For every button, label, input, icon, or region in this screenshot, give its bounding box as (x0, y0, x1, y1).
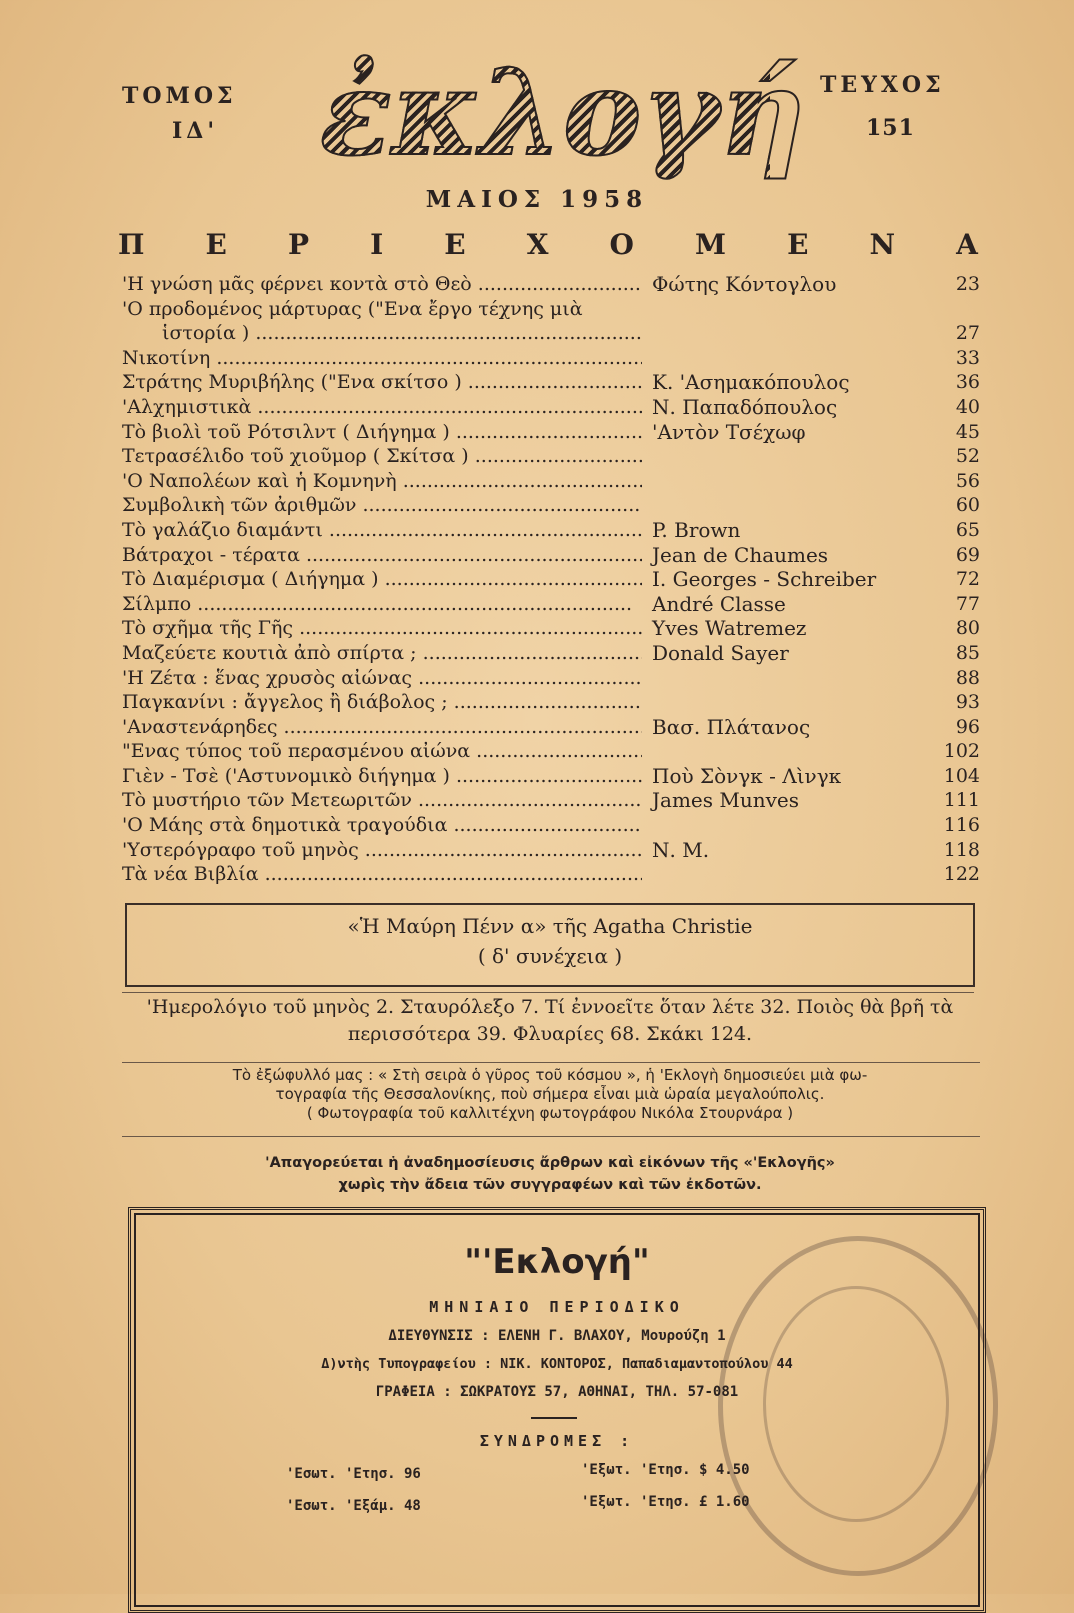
toc-title: Τετρασέλιδο τοῦ χιοῦμορ ( Σκίτσα ) ..... (122, 444, 642, 469)
toc-title: 'Ο προδομένος μάρτυρας ("Ενα ἔργο τέχνης μιὰ (122, 297, 583, 320)
divider (122, 992, 974, 993)
toc-title: Συμβολικὴ τῶν ἀριθμῶν ..... (122, 493, 642, 518)
toc-author: 'Αντὸν Τσέχωφ (652, 419, 806, 444)
toc-author: I. Georges - Schreiber (652, 567, 877, 592)
subscription-domestic-annual: 'Εσωτ. 'Ετησ. 96 (286, 1466, 421, 1482)
toc-title: 'Η Ζέτα : ἕνας χρυσὸς αἰώνας ..... (122, 666, 642, 691)
divider (122, 1062, 980, 1063)
subscription-domestic-half: 'Εσωτ. 'Εξάμ. 48 (286, 1498, 421, 1514)
table-of-contents (122, 272, 982, 887)
contents-letter: Ν (869, 228, 896, 261)
toc-row (122, 518, 982, 543)
toc-author: P. Brown (652, 517, 741, 542)
toc-row (122, 346, 982, 371)
toc-row (122, 444, 982, 469)
divider (531, 1417, 577, 1419)
issue-label: ΤΕΥΧΟΣ (820, 72, 945, 98)
toc-author: Ν. Παπαδόπουλος (652, 394, 838, 419)
issue-date: ΜΑΙΟΣ 1958 (425, 186, 649, 213)
toc-title: Τὸ σχῆμα τῆς Γῆς ..... (122, 616, 642, 641)
toc-row (122, 567, 982, 592)
toc-page: 118 (943, 838, 980, 861)
toc-page: 45 (955, 420, 980, 443)
toc-row (122, 370, 982, 395)
toc-title: Παγκανίνι : ἄγγελος ἢ διάβολος ; ..... (122, 690, 642, 715)
cover-note (120, 1066, 980, 1123)
toc-page: 69 (955, 543, 980, 566)
issue-number: 151 (866, 115, 915, 141)
toc-page: 33 (955, 346, 980, 369)
toc-author: Yves Watremez (652, 616, 807, 641)
contents-heading (118, 228, 978, 261)
toc-page: 88 (955, 666, 980, 689)
contents-letter: Χ (526, 228, 549, 261)
features-list: 'Ημερολόγιο τοῦ μηνὸς 2. Σταυρόλεξο 7. Τί ἐννοεῖτε ὅταν λέτε 32. Ποιὸς θὰ βρῆ τὰ περισσότερα 39. Φλυαρίες 68. Σκάκι 124. (146, 996, 954, 1045)
toc-author: Φώτης Κόντογλου (652, 272, 837, 296)
serial-subtitle: ( δ' συνέχεια ) (477, 944, 623, 968)
toc-page: 65 (955, 518, 980, 541)
toc-author: Βασ. Πλάτανος (652, 714, 811, 739)
subscription-foreign-pound: 'Εξωτ. 'Ετησ. £ 1.60 (581, 1494, 750, 1510)
toc-page: 27 (955, 322, 980, 345)
toc-page: 56 (955, 469, 980, 492)
toc-row (122, 420, 982, 445)
magazine-logo: ἐκλογή (320, 43, 806, 182)
subscriptions-heading: ΣΥΝΔΡΟΜΕΣ : (479, 1432, 635, 1450)
notice-line: 'Απαγορεύεται ἡ ἀναδημοσίευσις ἄρθρων καὶ εἰκόνων τῆς «'Εκλογῆς» (265, 1155, 835, 1171)
toc-page: 96 (955, 715, 980, 738)
toc-row (122, 592, 982, 617)
toc-title: Τὰ νέα Βιβλία ..... (122, 862, 642, 887)
imprint-name: "'Εκλογή" (464, 1242, 650, 1282)
toc-title: Μαζεύετε κουτιὰ ἀπὸ σπίρτα ; ..... (122, 641, 642, 666)
contents-letter: Ρ (287, 228, 310, 261)
toc-author: Donald Sayer (652, 640, 789, 665)
imprint-direction: ΔΙΕΥΘΥΝΣΙΣ : ΕΛΕΝΗ Γ. ΒΛΑΧΟΥ, Μουρούζη 1 (388, 1328, 726, 1344)
toc-row (122, 616, 982, 641)
copyright-notice (120, 1152, 980, 1196)
toc-page: 104 (943, 764, 980, 787)
toc-row (122, 272, 982, 297)
toc-title: 'Η γνώση μᾶς φέρνει κοντὰ στὸ Θεὸ ..... (122, 272, 642, 297)
toc-row (122, 666, 982, 691)
toc-page: 77 (955, 592, 980, 615)
toc-page: 52 (955, 445, 980, 468)
toc-page: 93 (955, 691, 980, 714)
contents-letter: Π (118, 228, 145, 261)
toc-title: 'Υστερόγραφο τοῦ μηνὸς ..... (122, 838, 642, 863)
cover-note-line: τογραφία τῆς Θεσσαλονίκης, ποὺ σήμερα εἶναι μιὰ ὡραία μεγαλούπολις. (275, 1085, 825, 1103)
toc-row (122, 641, 982, 666)
toc-author: Κ. 'Ασημακόπουλος (652, 370, 850, 395)
contents-letter: Ε (444, 228, 466, 261)
cover-note-line: Τὸ ἐξώφυλλό μας : « Στὴ σειρὰ ὁ γῦρος τοῦ κόσμου », ἡ 'Εκλογὴ δημοσιεύει μιὰ φω- (232, 1066, 868, 1084)
contents-letter: Μ (694, 228, 726, 261)
toc-row (122, 469, 982, 494)
toc-row (122, 321, 982, 346)
serial-title: «Ἡ Μαύρη Πένν α» τῆς Agatha Christie (347, 914, 753, 938)
toc-row (122, 395, 982, 420)
toc-title: Βάτραχοι - τέρατα ..... (122, 543, 642, 568)
toc-title: Γιὲν - Τσὲ ('Αστυνομικὸ διήγημα ) ..... (122, 764, 642, 789)
toc-author: James Munves (652, 788, 800, 813)
contents-letter: Ο (609, 228, 634, 261)
toc-row (122, 788, 982, 813)
toc-title: Τὸ γαλάζιο διαμάντι ..... (122, 518, 642, 543)
toc-page: 122 (943, 863, 980, 886)
toc-page: 116 (943, 814, 980, 837)
toc-row-continued (122, 297, 982, 322)
toc-title: 'Αλχημιστικὰ ..... (122, 395, 642, 420)
toc-page: 60 (955, 494, 980, 517)
volume-number: ΙΔ' (172, 118, 219, 144)
toc-title: 'Ο Μάης στὰ δημοτικὰ τραγούδια ..... (122, 813, 642, 838)
toc-row (122, 543, 982, 568)
toc-title: "Ενας τύπος τοῦ περασμένου αἰώνα ..... (122, 739, 642, 764)
toc-row (122, 715, 982, 740)
imprint-offices: ΓΡΑΦΕΙΑ : ΣΩΚΡΑΤΟΥΣ 57, ΑΘΗΝΑΙ, ΤΗΛ. 57-081 (375, 1384, 739, 1400)
toc-title: Τὸ μυστήριο τῶν Μετεωριτῶν ..... (122, 788, 642, 813)
contents-letter: Ι (370, 228, 384, 261)
toc-title: Στράτης Μυριβήλης ("Ενα σκίτσο ) ..... (122, 370, 642, 395)
toc-author: Ν. Μ. (652, 837, 710, 862)
toc-row (122, 764, 982, 789)
subscription-foreign-dollar: 'Εξωτ. 'Ετησ. $ 4.50 (581, 1462, 750, 1478)
toc-page: 36 (955, 371, 980, 394)
contents-letter: Α (956, 228, 978, 261)
toc-author: Ποὺ Σὸνγκ - Λὶνγκ (652, 763, 842, 788)
imprint-printer: Δ)ντὴς Τυπογραφείου : ΝΙΚ. ΚΟΝΤΟΡΟΣ, Παπαδιαμαντοπούλου 44 (321, 1356, 793, 1372)
notice-line: χωρὶς τὴν ἄδεια τῶν συγγραφέων καὶ τῶν ἐκδοτῶν. (338, 1177, 762, 1193)
toc-row (122, 813, 982, 838)
toc-page: 85 (955, 641, 980, 664)
serial-box (125, 903, 975, 987)
toc-page: 72 (955, 568, 980, 591)
toc-author: Jean de Chaumes (652, 542, 829, 567)
toc-page: 40 (955, 395, 980, 418)
toc-page: 102 (943, 740, 980, 763)
toc-title: Τὸ βιολὶ τοῦ Ρότσιλντ ( Διήγημα ) ..... (122, 420, 642, 445)
divider (122, 1136, 980, 1137)
toc-row (122, 739, 982, 764)
toc-row (122, 862, 982, 887)
cover-note-line: ( Φωτογραφία τοῦ καλλιτέχνη φωτογράφου Νικόλα Στουρνάρα ) (306, 1104, 794, 1122)
toc-page: 111 (943, 789, 980, 812)
imprint-box (128, 1207, 986, 1613)
volume-label: ΤΟΜΟΣ (122, 83, 237, 109)
toc-author: André Classe (652, 591, 786, 616)
toc-title: 'Ο Ναπολέων καὶ ἡ Κομνηνὴ ..... (122, 469, 642, 494)
toc-row (122, 838, 982, 863)
toc-page: 80 (955, 617, 980, 640)
toc-title: Τὸ Διαμέρισμα ( Διήγημα ) ..... (122, 567, 642, 592)
contents-letter: Ε (787, 228, 809, 261)
toc-row (122, 493, 982, 518)
toc-row (122, 690, 982, 715)
imprint-subtitle: ΜΗΝΙΑΙΟ ΠΕΡΙΟΔΙΚΟ (429, 1298, 685, 1316)
toc-title: ἱστορία ) ..... (122, 321, 642, 346)
contents-letter: Ε (205, 228, 227, 261)
toc-title: 'Αναστενάρηδες ..... (122, 715, 642, 740)
toc-title: Σίλμπο ..... (122, 592, 642, 617)
toc-title: Νικοτίνη ..... (122, 346, 642, 371)
toc-page: 23 (955, 273, 980, 295)
